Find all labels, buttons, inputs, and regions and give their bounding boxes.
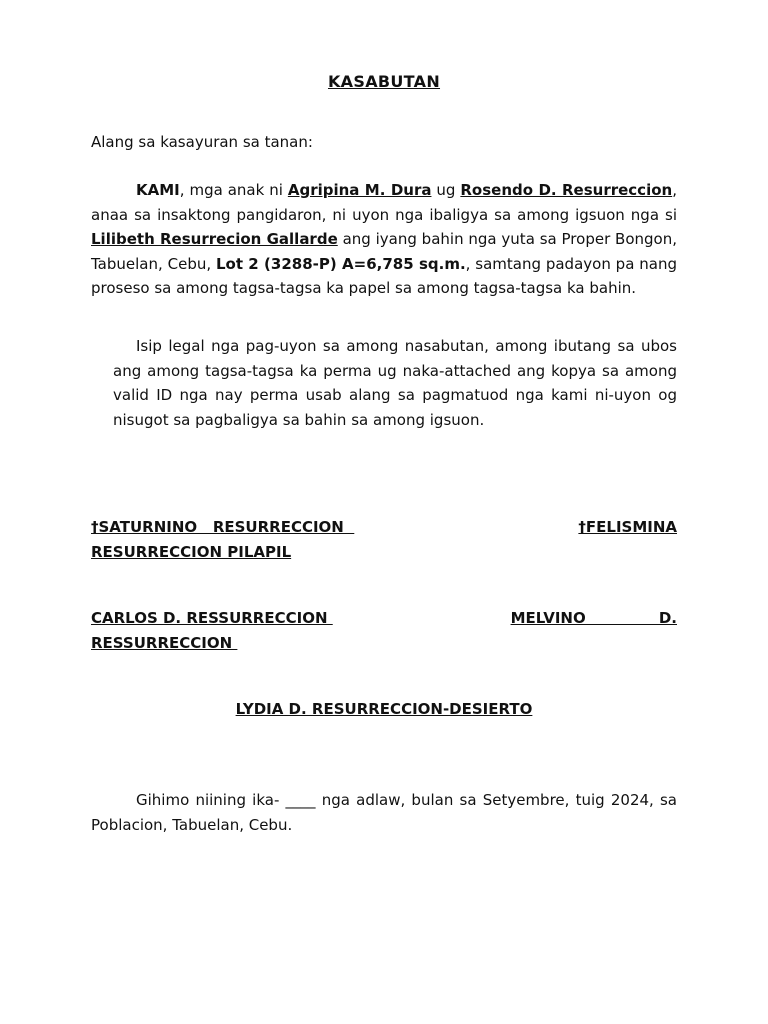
father-name: Rosendo D. Resurreccion (460, 181, 673, 199)
signatory-saturnino: †SATURNINO RESURRECCION (91, 518, 355, 536)
paragraph-text: ang iyang bahin nga yuta sa Proper Bongon, Tabuelan, Cebu, (91, 230, 677, 273)
closing-paragraph: Gihimo niining ika- ____ nga adlaw, bulan sa Setyembre, tuig 2024, sa Poblacion, Tabuelan, Cebu. (91, 791, 677, 834)
signatory-lydia: LYDIA D. RESURRECCION-DESIERTO (235, 700, 533, 718)
paragraph-text: , mga anak ni (179, 181, 288, 199)
paragraph-consent: Isip legal nga pag-uyon sa among nasabutan, among ibutang sa ubos ang among tagsa-tagsa ka perma ug naka-attached ang kopya sa among valid ID nga nay perma usab alang sa pagmatuod nga kami ni-uyon og nisugot sa pagbaligya sa bahin sa among igsuon. (113, 337, 677, 429)
signatory-melvino: MELVINO D. (510, 609, 677, 627)
signatory-block-1 (91, 515, 677, 564)
document-title: KASABUTAN (327, 72, 441, 91)
signatory-felismina-surname: RESURRECCION PILAPIL (91, 542, 292, 561)
salutation: Alang sa kasayuran sa tanan: (91, 133, 313, 151)
mother-name: Agripina M. Dura (287, 181, 432, 199)
signatory-block-2 (91, 606, 677, 655)
paragraph-text: ug (431, 181, 461, 199)
signatory-melvino-surname: RESSURRECCION (91, 633, 238, 652)
buyer-name: Lilibeth Resurrecion Gallarde (91, 230, 338, 248)
paragraph-text: , anaa sa insaktong pangidaron, ni uyon nga ibaligya sa among igsuon nga si (91, 181, 677, 224)
signatory-carlos: CARLOS D. RESSURRECCION (91, 609, 333, 627)
paragraph-agreement (91, 178, 677, 301)
kami-text: KAMI (136, 181, 180, 199)
signatory-felismina: †FELISMINA (578, 518, 677, 536)
paragraph-text: , samtang padayon pa nang proseso sa among tagsa-tagsa ka papel sa among tagsa-tagsa ka bahin. (91, 254, 677, 297)
lot-description: Lot 2 (3288-P) A=6,785 sq.m. (215, 254, 466, 273)
